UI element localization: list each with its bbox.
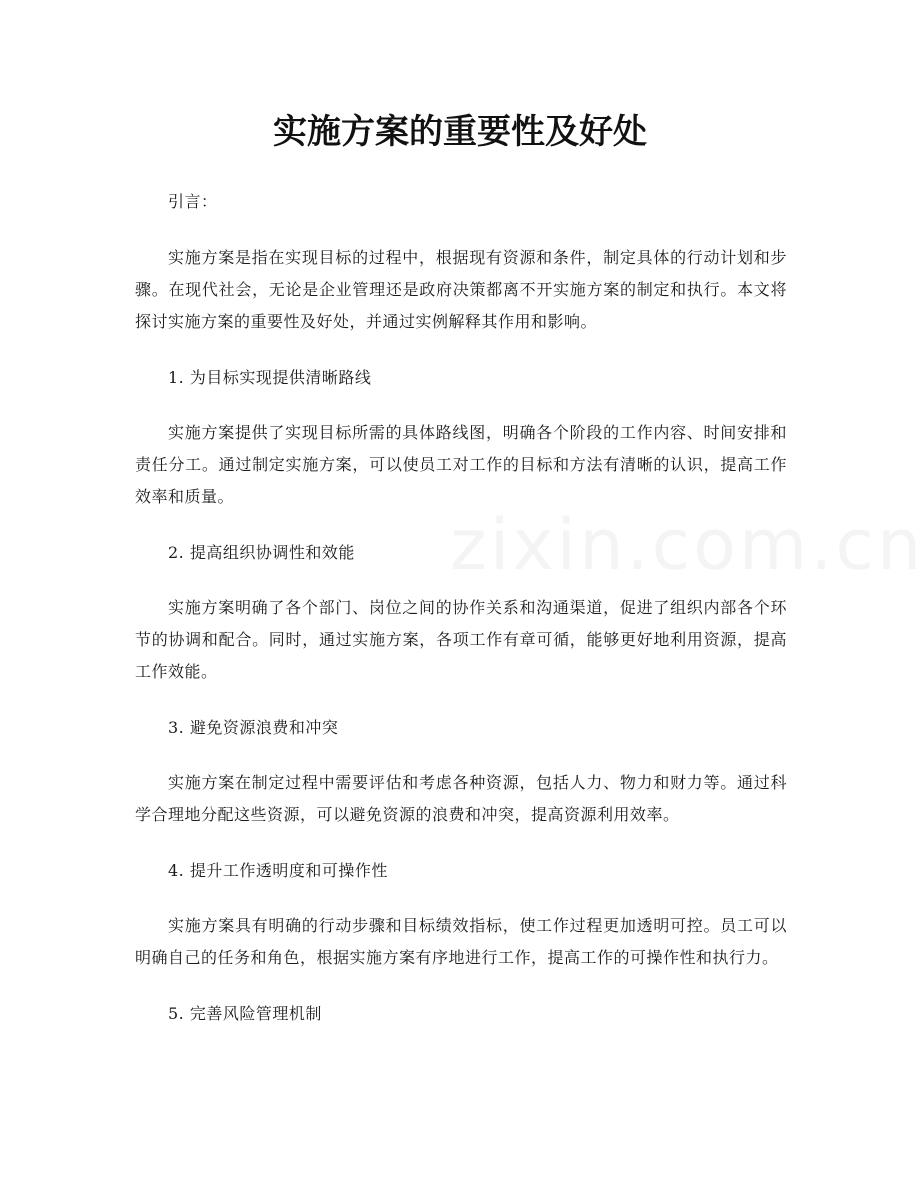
section-body-1: 实施方案提供了实现目标所需的具体路线图，明确各个阶段的工作内容、时间安排和责任分工。通过制定实施方案，可以使员工对工作的目标和方法有清晰的认识，提高工作效率和质量。: [135, 423, 787, 506]
section-heading-1: 1. 为目标实现提供清晰路线: [168, 368, 372, 387]
section-body-3: 实施方案在制定过程中需要评估和考虑各种资源，包括人力、物力和财力等。通过科学合理地分配这些资源，可以避免资源的浪费和冲突，提高资源利用效率。: [135, 773, 787, 824]
section-heading-3: 3. 避免资源浪费和冲突: [168, 718, 339, 737]
section-heading-2: 2. 提高组织协调性和效能: [168, 543, 355, 562]
section-body-4: 实施方案具有明确的行动步骤和目标绩效指标，使工作过程更加透明可控。员工可以明确自己的任务和角色，根据实施方案有序地进行工作，提高工作的可操作性和执行力。: [135, 916, 787, 967]
document-body: [135, 186, 787, 1053]
intro-paragraph: 实施方案是指在实现目标的过程中，根据现有资源和条件，制定具体的行动计划和步骤。在现代社会，无论是企业管理还是政府决策都离不开实施方案的制定和执行。本文将探讨实施方案的重要性及好处，并通过实例解释其作用和影响。: [135, 248, 787, 331]
intro-label: 引言：: [168, 192, 218, 211]
section-heading-4: 4. 提升工作透明度和可操作性: [168, 861, 388, 880]
document-title: 实施方案的重要性及好处: [273, 112, 647, 152]
section-body-2: 实施方案明确了各个部门、岗位之间的协作关系和沟通渠道，促进了组织内部各个环节的协调和配合。同时，通过实施方案，各项工作有章可循，能够更好地利用资源，提高工作效能。: [135, 598, 787, 681]
section-heading-5: 5. 完善风险管理机制: [168, 1004, 322, 1023]
